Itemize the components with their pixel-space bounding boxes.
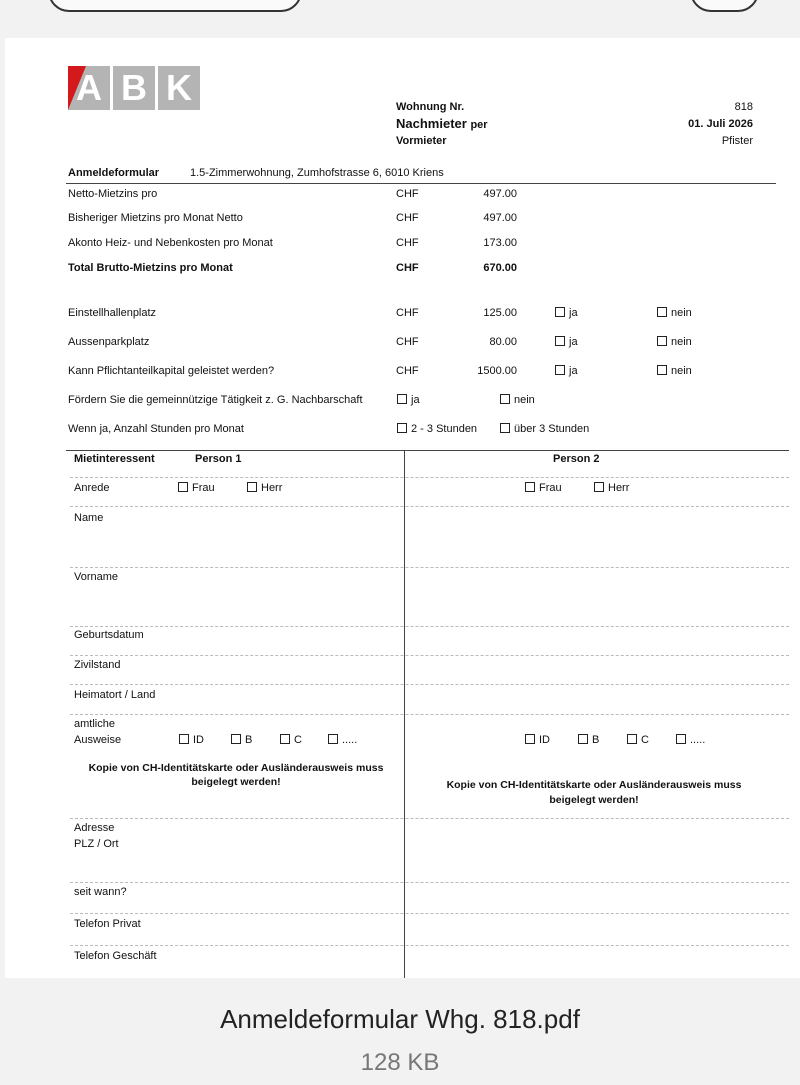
row-divider <box>70 655 789 656</box>
p2-c-checkbox[interactable]: C <box>627 734 649 746</box>
checkbox-icon <box>247 482 257 492</box>
option-amount: 80.00 <box>489 336 517 348</box>
property-description: 1.5-Zimmerwohnung, Zumhofstrasse 6, 6010 Kriens <box>190 167 444 179</box>
option-yes-checkbox[interactable]: ja <box>555 336 578 348</box>
p1-c-checkbox[interactable]: C <box>280 734 302 746</box>
person-2-heading: Person 2 <box>553 453 600 465</box>
p1-herr-checkbox[interactable]: Herr <box>247 482 282 494</box>
telefon-geschaeft-label: Telefon Geschäft <box>74 950 157 962</box>
nachmieter-date: 01. Juli 2026 <box>688 118 753 130</box>
rent-label: Bisheriger Mietzins pro Monat Netto <box>68 212 243 224</box>
vorname-label: Vorname <box>74 571 119 583</box>
p1-b-checkbox[interactable]: B <box>231 734 252 746</box>
rent-amount: 173.00 <box>483 237 517 249</box>
rent-currency: CHF <box>396 212 419 224</box>
geburtsdatum-label: Geburtsdatum <box>74 629 144 641</box>
checkbox-icon <box>657 365 667 375</box>
total-rent-label: Total Brutto-Mietzins pro Monat <box>68 262 233 274</box>
p1-other-checkbox[interactable]: ..... <box>328 734 357 746</box>
checkbox-icon <box>500 394 510 404</box>
p2-frau-checkbox[interactable]: Frau <box>525 482 562 494</box>
row-divider <box>70 477 789 478</box>
option-no-checkbox[interactable]: nein <box>657 336 692 348</box>
community-yes-checkbox[interactable]: ja <box>397 394 420 406</box>
wohnung-label: Wohnung Nr. <box>396 101 465 113</box>
checkbox-icon <box>397 423 407 433</box>
row-divider <box>70 714 789 715</box>
checkbox-icon <box>657 307 667 317</box>
telefon-privat-label: Telefon Privat <box>74 918 141 930</box>
heimatort-label: Heimatort / Land <box>74 689 156 701</box>
form-title: Anmeldeformular <box>68 167 160 179</box>
adresse-label: Adresse <box>74 822 115 834</box>
seit-wann-label: seit wann? <box>74 886 127 898</box>
rent-currency: CHF <box>396 237 419 249</box>
header-divider <box>66 183 776 184</box>
hours-option-1-checkbox[interactable]: 2 - 3 Stunden <box>397 423 477 435</box>
rent-label: Netto-Mietzins pro <box>68 188 158 200</box>
option-amount: 125.00 <box>483 307 517 319</box>
top-right-button[interactable] <box>690 0 759 12</box>
option-label: Kann Pflichtanteilkapital geleistet werden? <box>68 365 275 377</box>
p2-copy-notice-line2: beigelegt werden! <box>549 794 639 806</box>
rent-label: Akonto Heiz- und Nebenkosten pro Monat <box>68 237 273 249</box>
row-divider <box>70 882 789 883</box>
name-label: Name <box>74 512 104 524</box>
rent-amount: 497.00 <box>483 188 517 200</box>
nachmieter-label: Nachmieter per <box>396 116 488 131</box>
zivilstand-label: Zivilstand <box>74 659 121 671</box>
checkbox-icon <box>555 365 565 375</box>
wohnung-value: 818 <box>734 101 753 113</box>
option-yes-checkbox[interactable]: ja <box>555 365 578 377</box>
checkbox-icon <box>578 734 588 744</box>
p2-other-checkbox[interactable]: ..... <box>676 734 705 746</box>
ausweis-label-line1: amtliche <box>74 718 115 730</box>
checkbox-icon <box>500 423 510 433</box>
row-divider <box>70 684 789 685</box>
tenant-table-top-border <box>66 450 789 451</box>
option-yes-checkbox[interactable]: ja <box>555 307 578 319</box>
checkbox-icon <box>397 394 407 404</box>
person-1-heading: Person 1 <box>195 453 242 465</box>
checkbox-icon <box>627 734 637 744</box>
hours-option-2-checkbox[interactable]: über 3 Stunden <box>500 423 589 435</box>
row-divider <box>70 913 789 914</box>
checkbox-icon <box>594 482 604 492</box>
checkbox-icon <box>328 734 338 744</box>
option-currency: CHF <box>396 365 419 377</box>
rent-amount: 497.00 <box>483 212 517 224</box>
p2-copy-notice-line1: Kopie von CH-Identitätskarte oder Ausländerausweis muss <box>446 779 742 791</box>
vormieter-label: Vormieter <box>396 135 447 147</box>
anrede-label: Anrede <box>74 482 110 494</box>
option-no-checkbox[interactable]: nein <box>657 365 692 377</box>
row-divider <box>70 818 789 819</box>
rent-currency: CHF <box>396 188 419 200</box>
tenant-section-label: Mietinteressent <box>74 453 155 465</box>
option-currency: CHF <box>396 307 419 319</box>
checkbox-icon <box>525 482 535 492</box>
vormieter-value: Pfister <box>721 135 753 147</box>
option-currency: CHF <box>396 336 419 348</box>
hours-label: Wenn ja, Anzahl Stunden pro Monat <box>68 423 244 435</box>
p1-id-checkbox[interactable]: ID <box>179 734 204 746</box>
checkbox-icon <box>555 307 565 317</box>
row-divider <box>70 626 789 627</box>
checkbox-icon <box>231 734 241 744</box>
file-name: Anmeldeformular Whg. 818.pdf <box>220 1004 580 1034</box>
option-label: Einstellhallenplatz <box>68 307 157 319</box>
plz-ort-label: PLZ / Ort <box>74 838 119 850</box>
checkbox-icon <box>657 336 667 346</box>
community-label: Fördern Sie die gemeinnützige Tätigkeit z. G. Nachbarschaft <box>68 394 363 406</box>
file-size: 128 KB <box>360 1049 440 1076</box>
p1-copy-notice-line2: beigelegt werden! <box>191 776 281 788</box>
checkbox-icon <box>676 734 686 744</box>
checkbox-icon <box>178 482 188 492</box>
abk-logo: A B K <box>68 66 203 110</box>
checkbox-icon <box>179 734 189 744</box>
row-divider <box>70 506 789 507</box>
p1-frau-checkbox[interactable]: Frau <box>178 482 215 494</box>
p2-herr-checkbox[interactable]: Herr <box>594 482 629 494</box>
p2-id-checkbox[interactable]: ID <box>525 734 550 746</box>
document-page <box>5 38 800 978</box>
checkbox-icon <box>525 734 535 744</box>
option-no-checkbox[interactable]: nein <box>657 307 692 319</box>
row-divider <box>70 945 789 946</box>
p2-b-checkbox[interactable]: B <box>578 734 599 746</box>
top-left-button[interactable] <box>48 0 302 12</box>
row-divider <box>70 567 789 568</box>
checkbox-icon <box>280 734 290 744</box>
total-rent-currency: CHF <box>396 262 419 274</box>
community-no-checkbox[interactable]: nein <box>500 394 535 406</box>
ausweis-label-line2: Ausweise <box>74 734 122 746</box>
total-rent-amount: 670.00 <box>483 262 517 274</box>
p1-copy-notice-line1: Kopie von CH-Identitätskarte oder Ausländerausweis muss <box>88 762 384 774</box>
option-amount: 1500.00 <box>477 365 517 377</box>
checkbox-icon <box>555 336 565 346</box>
option-label: Aussenparkplatz <box>68 336 150 348</box>
